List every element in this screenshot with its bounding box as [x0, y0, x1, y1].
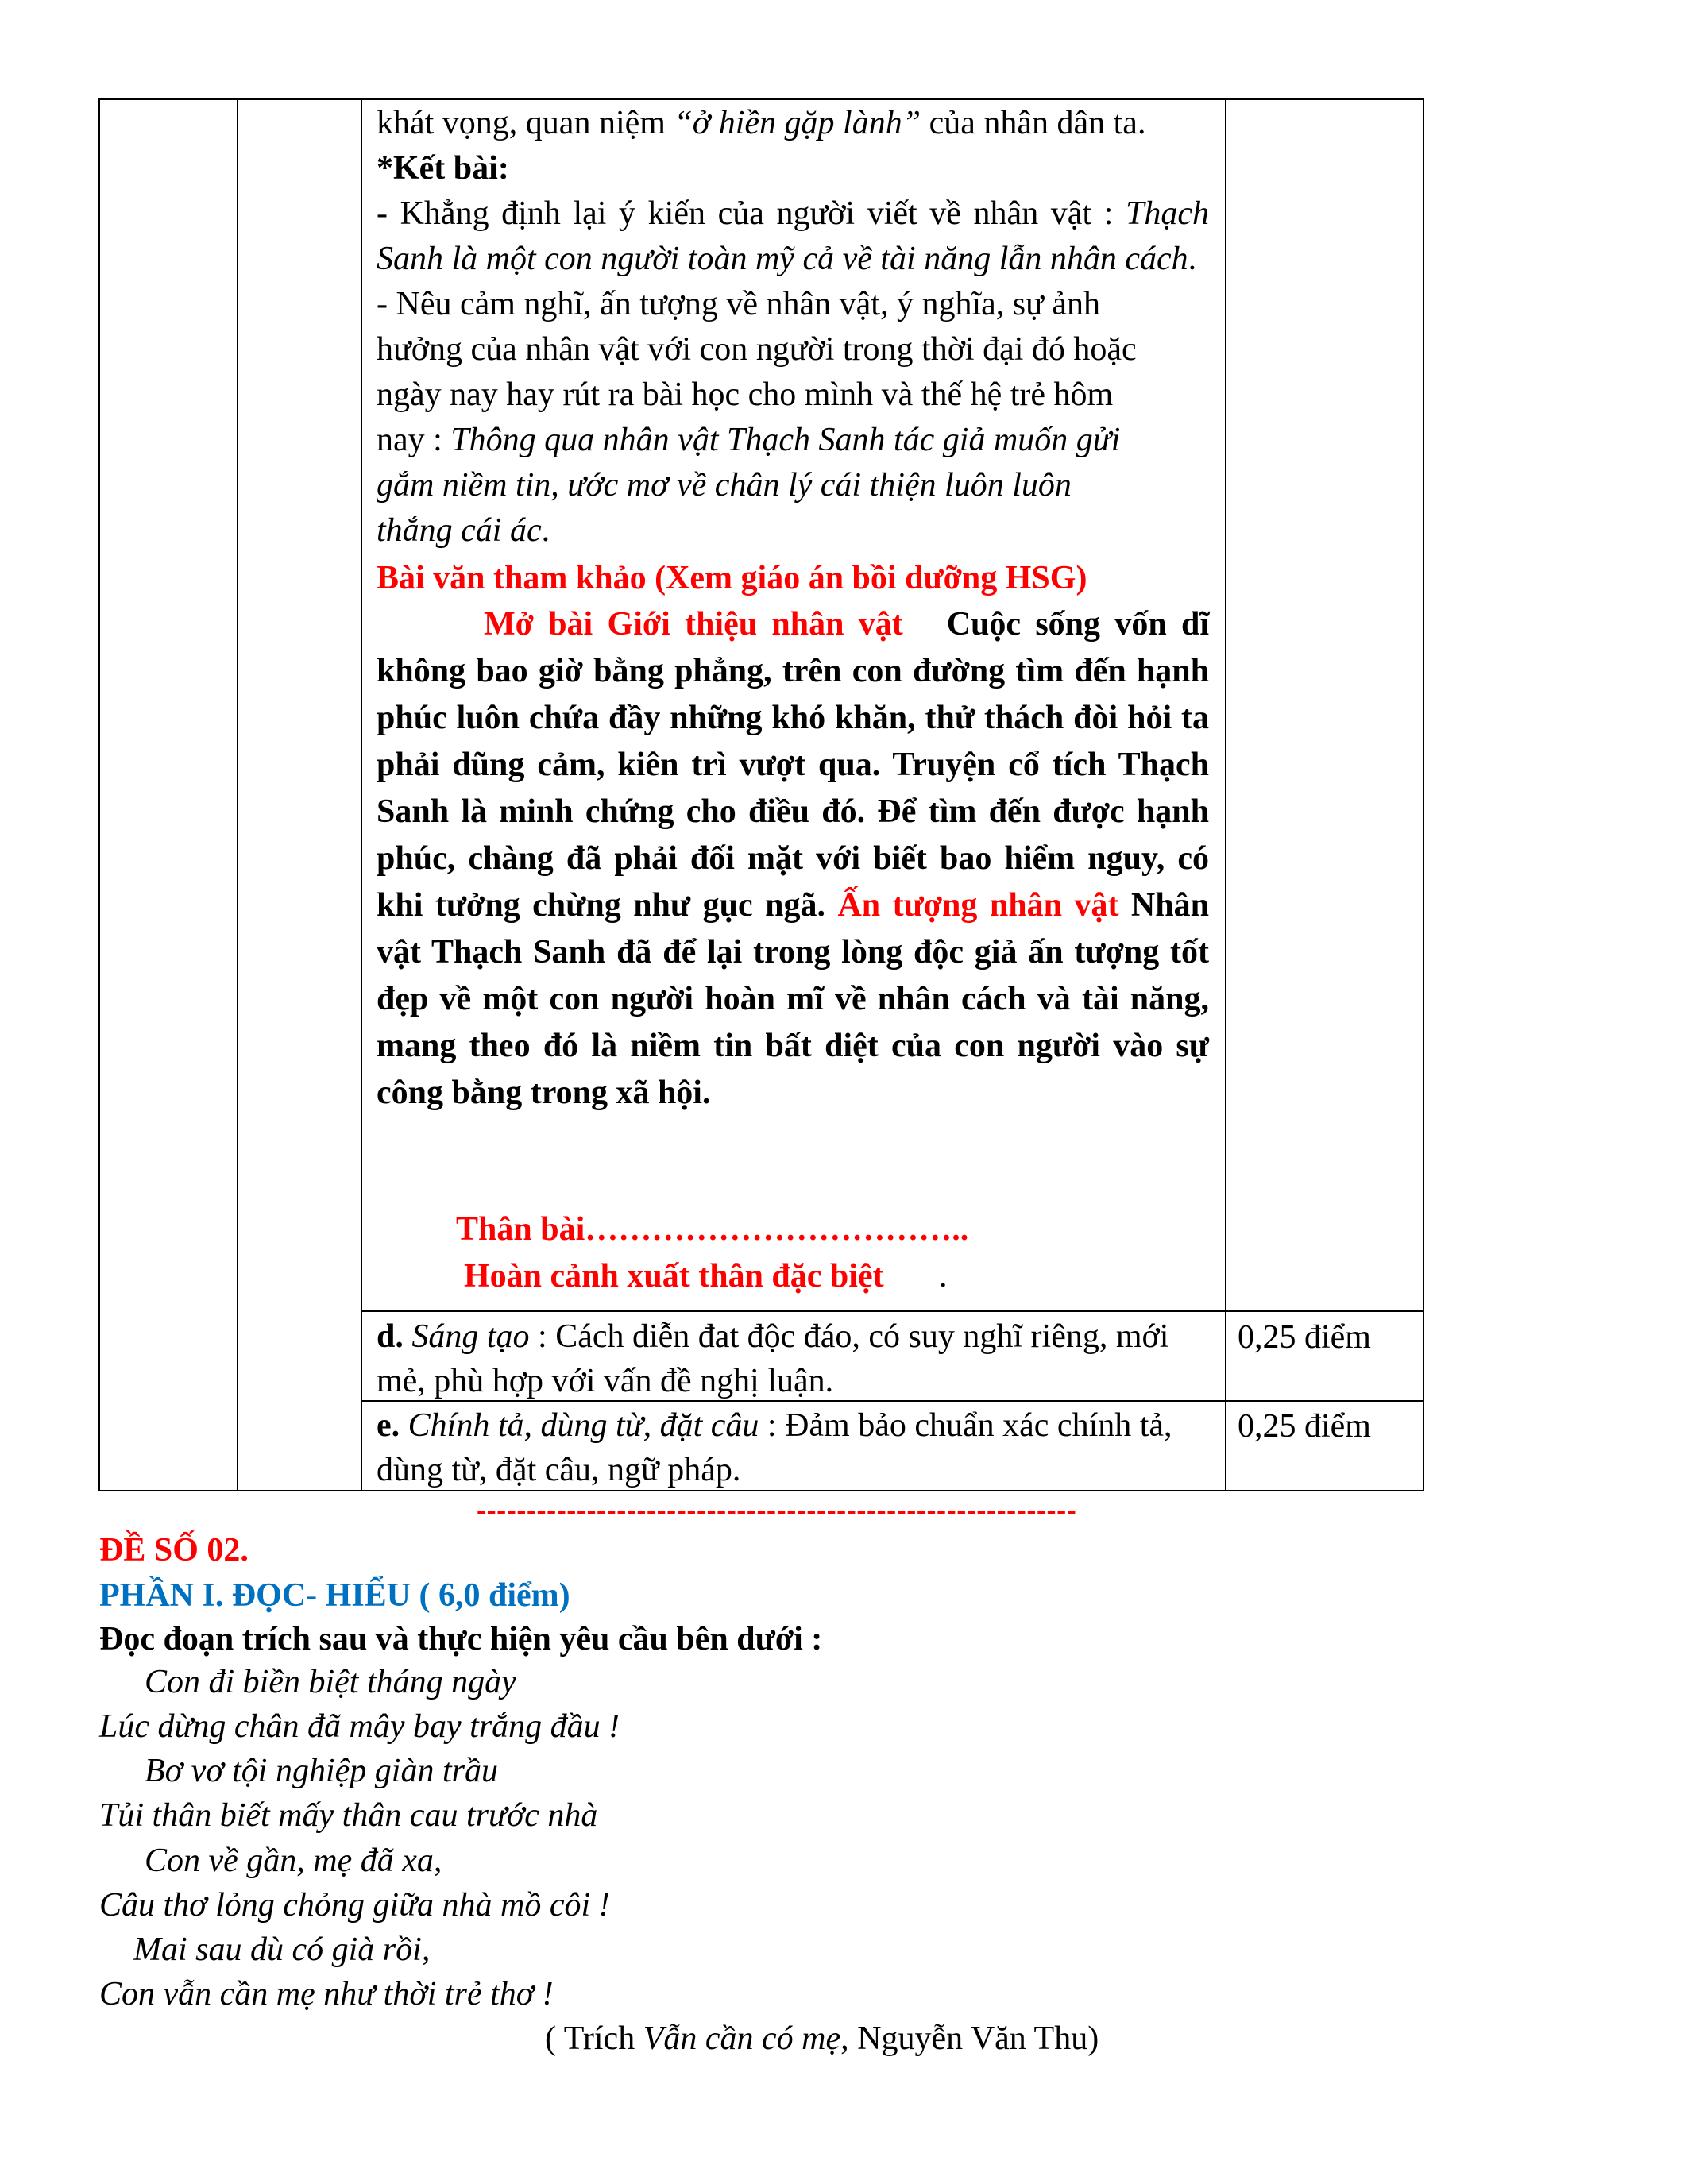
hoan-canh-label: Hoàn cảnh xuất thân đặc biệt [464, 1258, 884, 1295]
criterion-e-score: 0,25 điểm [1238, 1408, 1371, 1445]
line: - Nêu cảm nghĩ, ấn tượng về nhân vật, ý nghĩa, sự ảnh [377, 286, 1101, 322]
italic-text: Thông qua nhân vật Thạch Sanh tác giả muốn gửi [450, 422, 1121, 458]
table-col-divider-3 [1225, 98, 1226, 1491]
intro-line [377, 101, 1209, 146]
line: ngày nay hay rút ra bài học cho mình và thế hệ trẻ hôm [377, 376, 1114, 413]
italic-text: thắng cái ác [377, 512, 542, 549]
quote: “ở hiền gặp lành” [674, 105, 921, 141]
section-label: Mở bài Giới thiệu nhân vật [484, 606, 903, 642]
table-row-divider-d [361, 1310, 1424, 1312]
text: - Khẳng định lại ý kiến của người viết về nhân vật : [377, 195, 1126, 232]
poem-citation [545, 2020, 1099, 2058]
italic-text: Thạch Sanh là một con người toàn mỹ cả về tài năng lẫn nhân cách [377, 195, 1209, 277]
line [377, 508, 1209, 554]
line [377, 418, 1209, 463]
ket-bai-point-2 [377, 282, 1209, 554]
criterion-name: Sáng tạo [411, 1318, 530, 1355]
criterion-name: Chính tả, dùng từ, đặt câu [408, 1407, 759, 1444]
section-label: Ấn tượng nhân vật [837, 887, 1119, 924]
reference-essay-title: Bài văn tham khảo (Xem giáo án bồi dưỡng HSG) [377, 560, 1087, 596]
phan-1-heading: PHẦN I. ĐỌC- HIỂU ( 6,0 điểm) [99, 1577, 570, 1614]
poem-line-1: Con đi biền biệt tháng ngày [145, 1664, 516, 1700]
text: Nhân vật Thạch Sanh đã để lại trong lòng độc giả ấn tượng tốt đẹp về một con người hoàn mĩ về nhân cách và tài năng, mang theo đó là niềm tin bất diệt của con người vào sự công bằng trong xã hội. [377, 887, 1209, 1111]
citation-title: Vẫn cần có mẹ [643, 2020, 841, 2057]
table-border-right [1423, 98, 1424, 1491]
poem-line-4: Tủi thân biết mấy thân cau trước nhà [99, 1797, 598, 1834]
table-border-left [98, 98, 100, 1491]
poem-line-8: Con vẫn cần mẹ như thời trẻ thơ ! [99, 1976, 554, 2012]
criterion-text: : Cách diễn đat độc đáo, có suy nghĩ riêng, mới mẻ, phù hợp với vấn đề nghị luận. [377, 1318, 1169, 1399]
text: . [1188, 241, 1197, 277]
reference-essay-paragraph [377, 601, 1209, 1117]
poem-line-7: Mai sau dù có già rồi, [133, 1931, 431, 1968]
criterion-e-cell [377, 1403, 1211, 1492]
criterion-d-cell [377, 1314, 1211, 1403]
separator-line: ------------------------------------------------------------ [477, 1494, 1077, 1526]
ket-bai-point-1 [377, 191, 1209, 282]
criterion-d-score: 0,25 điểm [1238, 1319, 1371, 1356]
line: gắm niềm tin, ước mơ về chân lý cái thiện luôn luôn [377, 467, 1072, 504]
text: nay : [377, 422, 451, 458]
main-content-cell [377, 101, 1209, 1117]
poem-line-5: Con về gần, mẹ đã xa, [145, 1843, 442, 1879]
poem-line-6: Câu thơ lỏng chỏng giữa nhà mồ côi ! [99, 1887, 610, 1924]
poem-line-2: Lúc dừng chân đã mây bay trắng đầu ! [99, 1708, 620, 1745]
line: hưởng của nhân vật với con người trong thời đại đó hoặc [377, 331, 1137, 368]
citation-text: , Nguyễn Văn Thu) [840, 2020, 1099, 2057]
than-bai-label: Thân bài…………………………….. [456, 1211, 969, 1248]
text: khát vọng, quan niệm [377, 105, 674, 141]
instruction-text: Đọc đoạn trích sau và thực hiện yêu cầu bên dưới : [99, 1621, 823, 1657]
table-col-divider-2 [361, 98, 362, 1491]
criterion-text: : Đảm bảo chuẩn xác chính tả, dùng từ, đặt câu, ngữ pháp. [377, 1407, 1172, 1488]
citation-text: ( Trích [545, 2020, 643, 2057]
table-col-divider-1 [237, 98, 238, 1491]
text: của nhân dân ta. [921, 105, 1146, 141]
text: . [541, 512, 550, 549]
criterion-letter: d. [377, 1318, 404, 1355]
de-so-heading: ĐỀ SỐ 02. [99, 1532, 249, 1569]
criterion-letter: e. [377, 1407, 400, 1444]
trailing-dot: . [939, 1258, 948, 1295]
ket-bai-heading: *Kết bài: [377, 150, 509, 187]
text: Cuộc sống vốn dĩ không bao giờ bằng phẳng, trên con đường tìm đến hạnh phúc luôn chứa đầy những khó khăn, thử thách đòi hỏi ta phải dũng cảm, kiên trì vượt qua. Truyện cổ tích Thạch Sanh là minh chứng cho điều đó. Để tìm đến được hạnh phúc, chàng đã phải đối mặt với biết bao hiểm nguy, có khi tưởng chừng như gục ngã. [377, 606, 1210, 924]
poem-line-3: Bơ vơ tội nghiệp giàn trầu [145, 1753, 498, 1789]
